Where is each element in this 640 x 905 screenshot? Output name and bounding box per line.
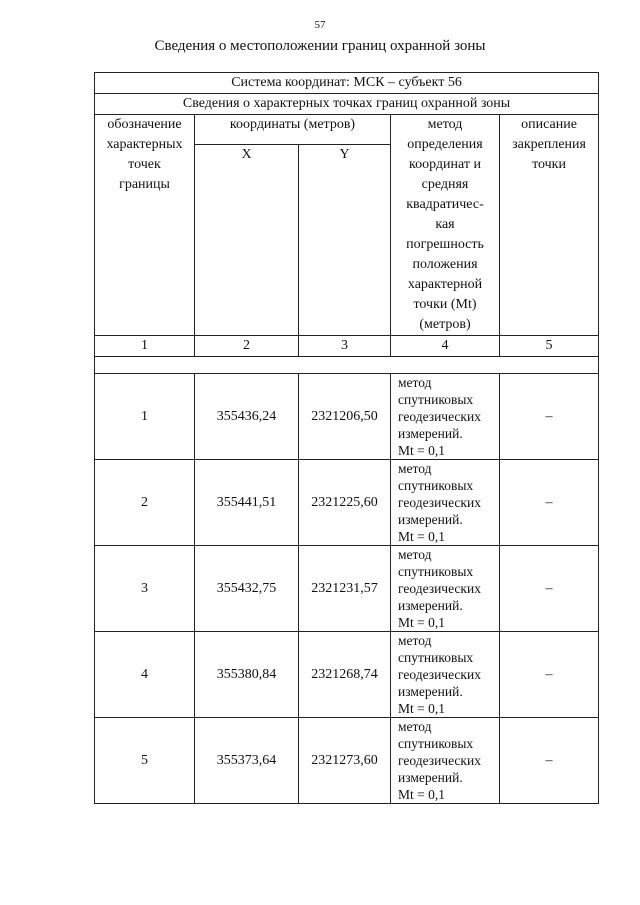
method-line: метод [398,719,432,734]
method-line: метод [398,547,432,562]
y-coordinate-cell: 2321231,57 [299,546,391,632]
section-title-row [95,94,599,115]
method-cell [391,632,500,718]
method-line: геодезических [398,753,481,768]
header-method: метод определения координат и средняя квадратичес- кая погрешность положения характерной точки (Mt) (метров) [391,115,500,336]
boundary-points-table [94,72,599,804]
method-line: Mt = 0,1 [398,701,445,716]
method-line: геодезических [398,495,481,510]
column-number: 4 [391,336,500,357]
method-line: спутниковых [398,478,474,493]
coord-system-row [95,73,599,94]
table-row [95,546,599,632]
page-title: Сведения о местоположении границ охранной зоны [154,38,486,54]
x-coordinate-cell: 355436,24 [195,374,299,460]
x-coordinate-cell: 355432,75 [195,546,299,632]
y-coordinate-cell: 2321268,74 [299,632,391,718]
method-line: измерений. [398,426,463,441]
column-numbers-row [95,336,599,357]
header-y: Y [299,145,391,336]
method-line: измерений. [398,598,463,613]
spacer-row [95,357,599,374]
y-coordinate-cell: 2321273,60 [299,718,391,804]
description-cell: – [500,718,599,804]
x-coordinate-cell: 355380,84 [195,632,299,718]
description-cell: – [500,546,599,632]
method-line: спутниковых [398,392,474,407]
x-coordinate-cell: 355441,51 [195,460,299,546]
method-line: измерений. [398,684,463,699]
method-line: Mt = 0,1 [398,529,445,544]
point-label-cell: 4 [95,632,195,718]
method-line: Mt = 0,1 [398,787,445,802]
method-line: измерений. [398,512,463,527]
method-line: спутниковых [398,564,474,579]
column-number: 1 [95,336,195,357]
header-description: описание закрепления точки [500,115,599,336]
section-title-cell: Сведения о характерных точках границ охранной зоны [95,94,599,115]
y-coordinate-cell: 2321225,60 [299,460,391,546]
page-number: 57 [314,19,326,31]
method-cell [391,546,500,632]
method-line: измерений. [398,770,463,785]
column-number: 3 [299,336,391,357]
point-label-cell: 1 [95,374,195,460]
point-label-cell: 3 [95,546,195,632]
header-coords: координаты (метров) [195,115,391,145]
method-line: Mt = 0,1 [398,615,445,630]
x-coordinate-cell: 355373,64 [195,718,299,804]
description-cell: – [500,632,599,718]
method-line: метод [398,633,432,648]
method-line: Mt = 0,1 [398,443,445,458]
y-coordinate-cell: 2321206,50 [299,374,391,460]
method-cell [391,374,500,460]
header-x: X [195,145,299,336]
table-row [95,374,599,460]
method-line: геодезических [398,409,481,424]
method-cell [391,718,500,804]
column-number: 2 [195,336,299,357]
description-cell: – [500,460,599,546]
method-line: спутниковых [398,650,474,665]
method-line: метод [398,375,432,390]
point-label-cell: 5 [95,718,195,804]
method-line: метод [398,461,432,476]
method-line: геодезических [398,581,481,596]
coord-system-cell: Система координат: МСК – субъект 56 [95,73,599,94]
header-row-1 [95,115,599,145]
method-line: спутниковых [398,736,474,751]
description-cell: – [500,374,599,460]
method-cell [391,460,500,546]
table-row [95,460,599,546]
column-number: 5 [500,336,599,357]
table-row [95,718,599,804]
table-row [95,632,599,718]
header-label: обозначение характерных точек границы [95,115,195,336]
spacer-cell [95,357,599,374]
point-label-cell: 2 [95,460,195,546]
method-line: геодезических [398,667,481,682]
